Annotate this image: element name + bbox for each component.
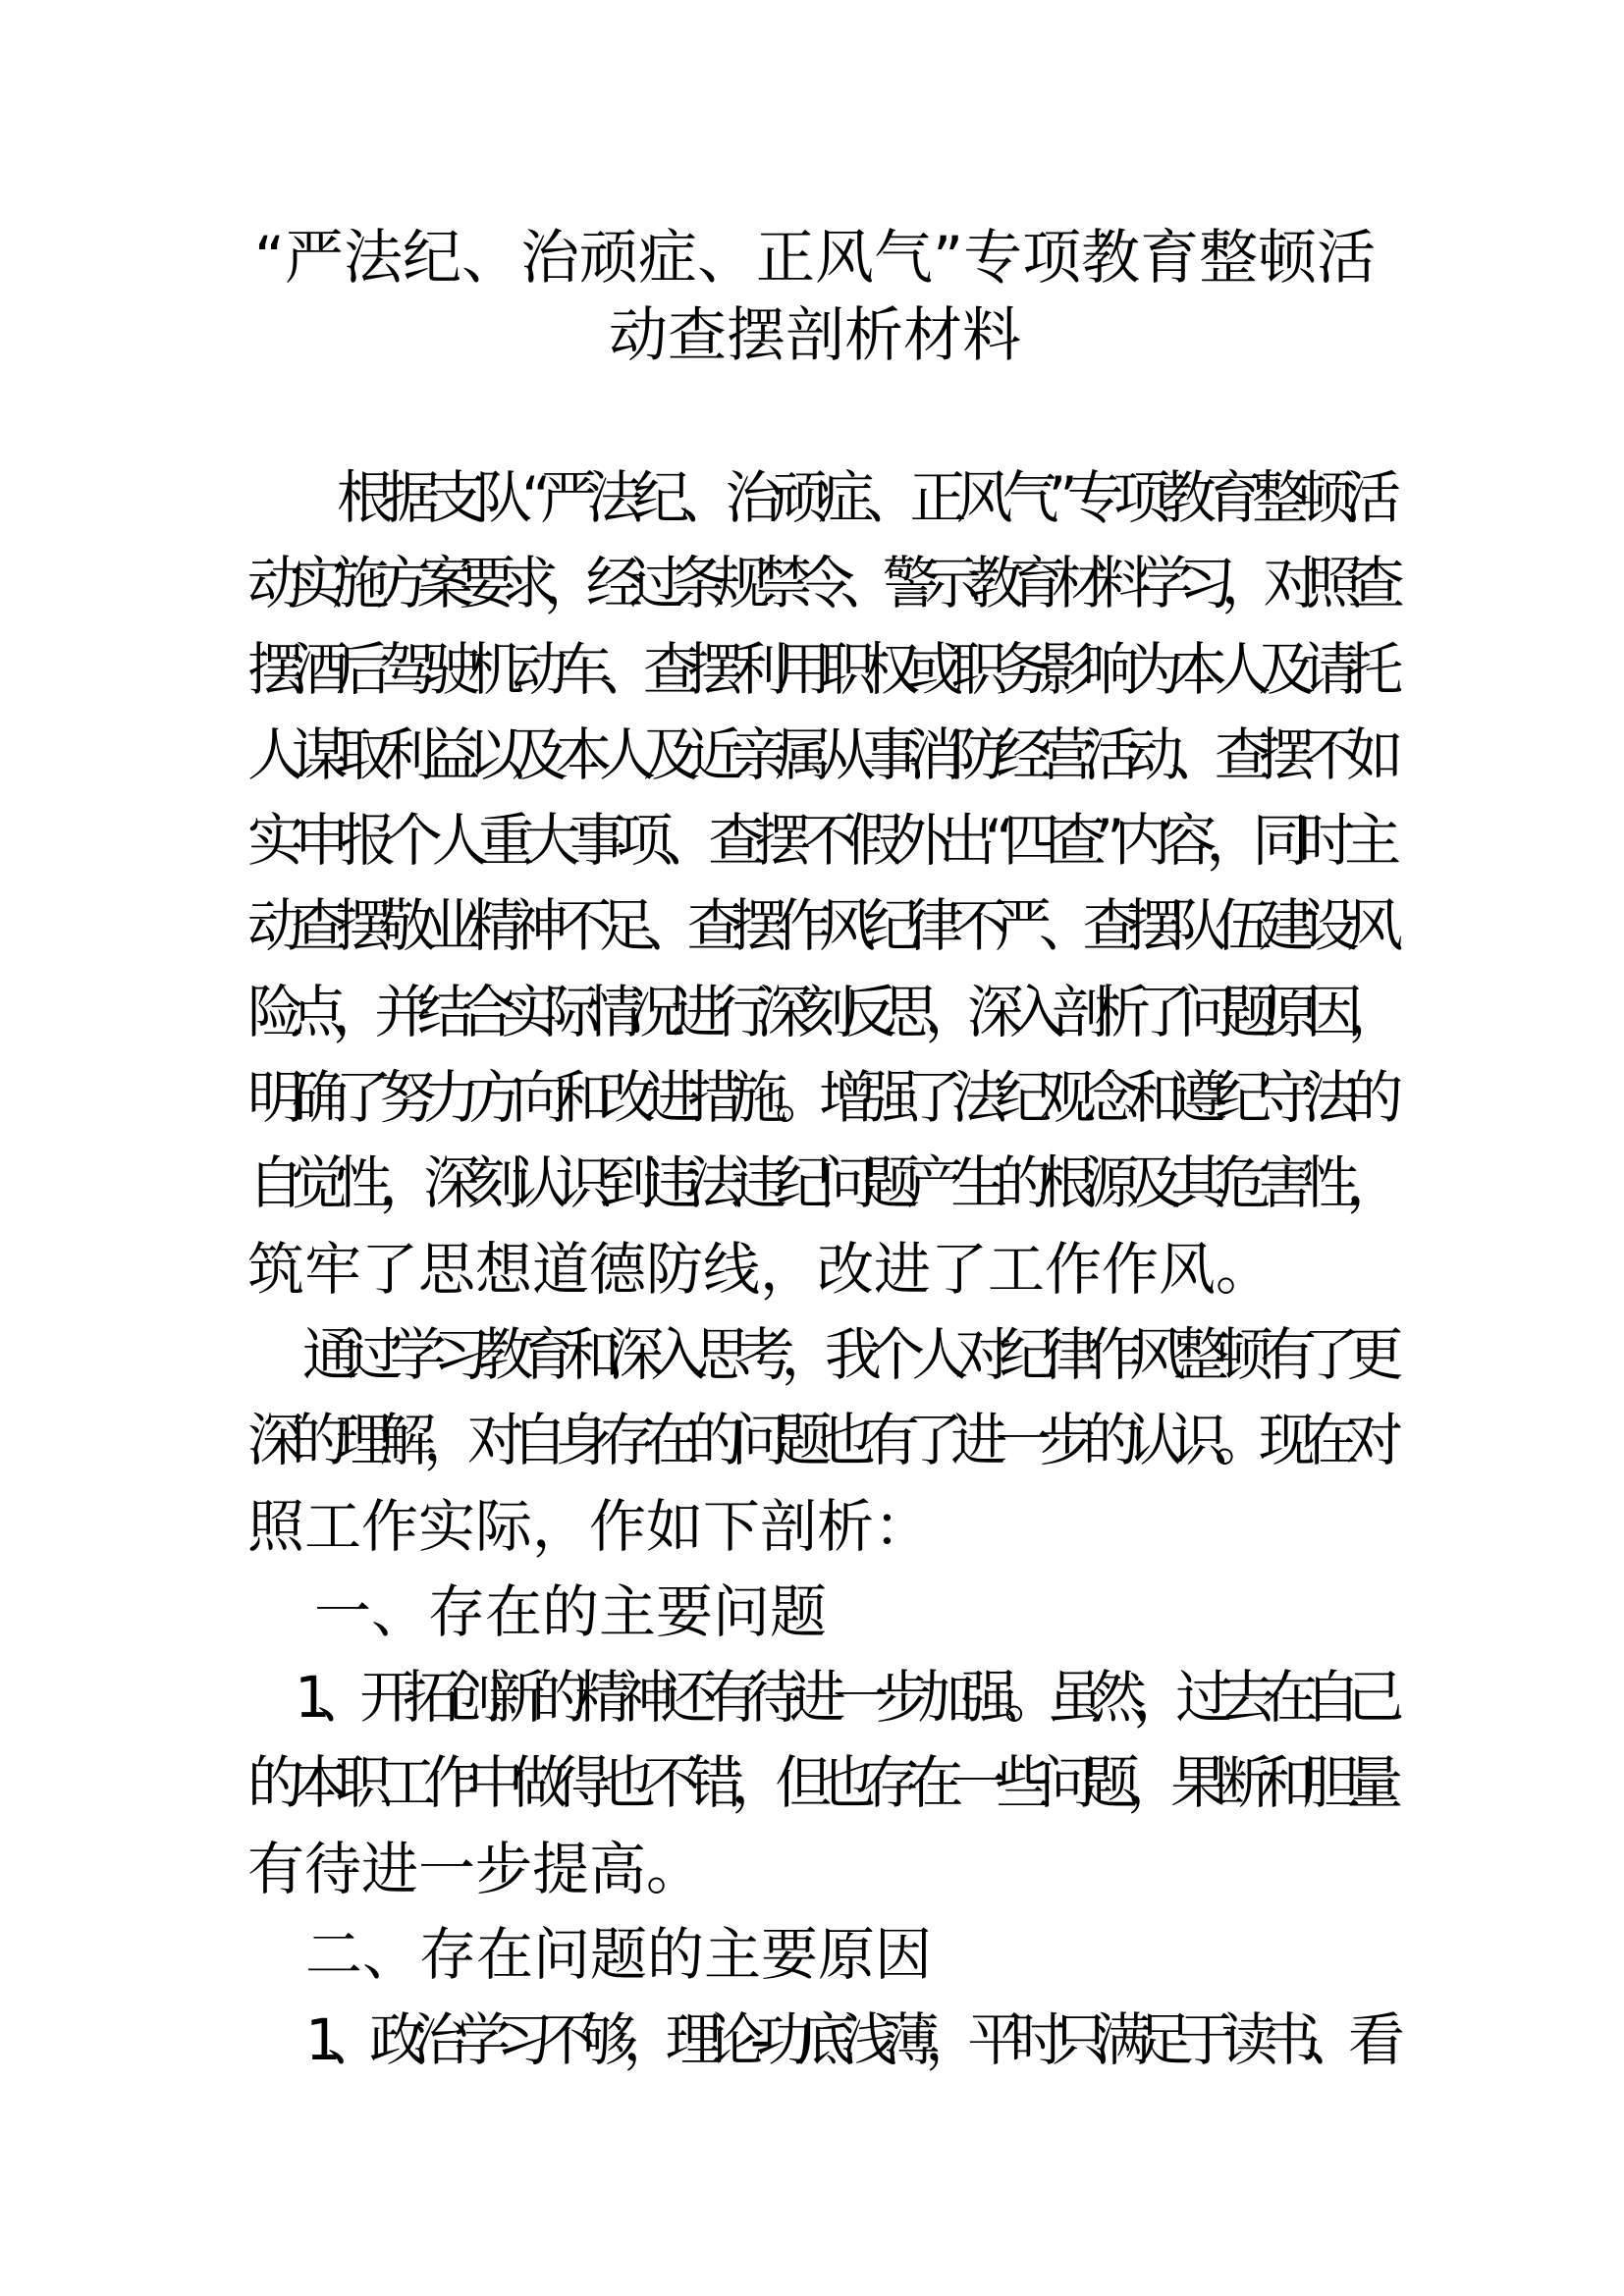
- line-text: 动实施方案要求，经过条规禁令、警示教育材料学习，对照查: [247, 550, 1390, 617]
- section-heading: [247, 1912, 1390, 1998]
- line-text: 筑牢了思想道德防线，改进了工作作风。: [247, 1235, 1273, 1303]
- paragraph-line: [247, 970, 1390, 1055]
- line-text: 自觉性，深刻认识到违法违纪问题产生的根源及其危害性，: [247, 1149, 1390, 1217]
- line-text: 明确了努力方向和改进措施。增强了法纪观念和遵纪守法的: [247, 1064, 1390, 1132]
- line-text: 有待进一步提高。: [247, 1835, 704, 1902]
- paragraph-line: [247, 798, 1390, 883]
- line-text: 根据支队“严法纪、治顽症、正风气”专项教育整顿活: [337, 464, 1390, 531]
- paragraph-line: [247, 1227, 1390, 1312]
- paragraph-line: [247, 1312, 1390, 1398]
- line-text: 通过学习教育和深入思考，我个人对纪律作风整顿有了更: [302, 1320, 1390, 1388]
- heading-text: 一、存在的主要问题: [314, 1577, 828, 1645]
- line-text: 的本职工作中做得也不错，但也存在一些问题，果断和胆量: [247, 1749, 1390, 1817]
- heading-text: 二、存在问题的主要原因: [305, 1921, 933, 1989]
- line-text: 深的理解，对自身存在的问题也有了进一步的认识。现在对: [247, 1407, 1390, 1474]
- paragraph-line: [247, 1484, 1390, 1570]
- paragraph-line: [247, 455, 1390, 541]
- line-text: 摆酒后驾驶机动车、查摆利用职权或职务影响为本人及请托: [247, 635, 1390, 703]
- paragraph-line: [247, 1827, 1390, 1912]
- paragraph-line: [247, 541, 1390, 626]
- paragraph-line: [247, 713, 1390, 798]
- line-text: 实申报个人重大事项、查摆不假外出“四查”内容，同时主: [247, 807, 1390, 875]
- paragraph-line: [247, 1398, 1390, 1483]
- document-body: [247, 455, 1390, 2084]
- line-text: 1、政治学习不够，理论-功底浅薄，平时只满足于读书、看: [305, 2006, 1390, 2074]
- paragraph-line: [247, 1655, 1390, 1740]
- line-text: 照工作实际，作如下剖析：: [247, 1492, 932, 1560]
- paragraph-line: [247, 883, 1390, 969]
- paragraph-line: [247, 1740, 1390, 1826]
- title-line: “严法纪、治顽症、正风气”专项教育整顿活: [253, 224, 1377, 293]
- line-text: 人谋取利益以及本人及近亲属从事消防经营活动、查摆不如: [247, 721, 1390, 788]
- paragraph-line: [247, 627, 1390, 713]
- paragraph-line: [247, 1055, 1390, 1141]
- line-text: 动查摆敬业精神不足、查摆作风纪律不严、查摆队伍建设风: [247, 892, 1390, 960]
- line-text: 1、开拓创新的精神还有待进一步加强。虽然，过去在自己: [295, 1664, 1390, 1732]
- document-title: [177, 220, 1453, 375]
- paragraph-line: [247, 1998, 1390, 2083]
- section-heading: [247, 1570, 1390, 1655]
- paragraph-line: [247, 1141, 1390, 1226]
- line-text: 险点，并结合实际情况进行深刻反思，深入剖析了问题原因，: [247, 978, 1390, 1045]
- title-line: 动查摆剖析材料: [609, 301, 1021, 370]
